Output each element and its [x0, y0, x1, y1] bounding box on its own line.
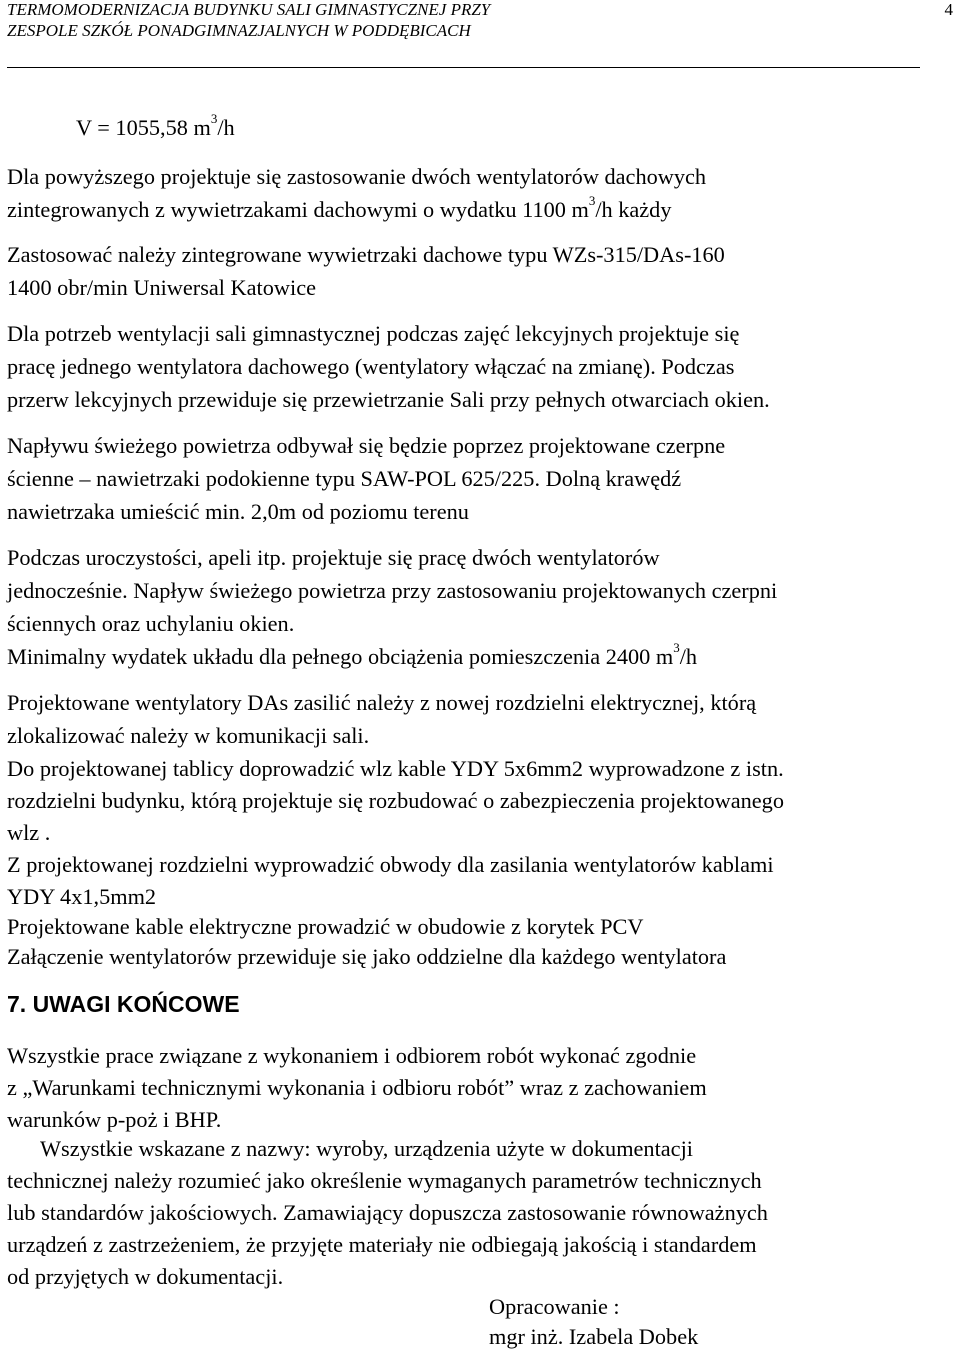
paragraph-line: Z projektowanej rozdzielni wyprowadzić obwody dla zasilania wentylatorów kablami	[7, 852, 774, 877]
paragraph-line: zlokalizować należy w komunikacji sali.	[7, 723, 370, 748]
header-divider	[7, 67, 920, 68]
paragraph-line: urządzeń z zastrzeżeniem, że przyjęte materiały nie odbiegają jakością i standardem	[7, 1232, 757, 1257]
running-header-line-2: ZESPOLE SZKÓŁ PONADGIMNAZJALNYCH W PODDĘBICACH	[7, 21, 471, 40]
paragraph-line: technicznej należy rozumieć jako określenie wymaganych parametrów technicznych	[7, 1168, 762, 1193]
signature-author: mgr inż. Izabela Dobek	[489, 1324, 699, 1349]
page-number: 4	[944, 0, 953, 19]
paragraph-line: Załączenie wentylatorów przewiduje się jako oddzielne dla każdego wentylatora	[7, 944, 727, 969]
paragraph-line: Wszystkie prace związane z wykonaniem i odbiorem robót wykonać zgodnie	[7, 1043, 697, 1068]
paragraph-line: pracę jednego wentylatora dachowego (wentylatory włączać na zmianę). Podczas	[7, 354, 735, 379]
paragraph-line: Zastosować należy zintegrowane wywietrzaki dachowe typu WZs-315/DAs-160	[7, 242, 725, 267]
paragraph-line: jednocześnie. Napływ świeżego powietrza przy zastosowaniu projektowanych czerpni	[7, 578, 778, 603]
running-header-line-1: TERMOMODERNIZACJA BUDYNKU SALI GIMNASTYCZNEJ PRZY	[7, 0, 491, 19]
section-heading: 7. UWAGI KOŃCOWE	[7, 991, 240, 1017]
paragraph-line: z „Warunkami technicznymi wykonania i odbioru robót” wraz z zachowaniem	[7, 1075, 707, 1100]
paragraph-line: Napływu świeżego powietrza odbywał się będzie poprzez projektowane czerpne	[7, 433, 726, 458]
paragraph-line: zintegrowanych z wywietrzakami dachowymi o wydatku 1100 $m^3/h$ każdy	[7, 193, 672, 222]
paragraph-line: ścienne – nawietrzaki podokienne typu SAW-POL 625/225. Dolną krawędź	[7, 466, 682, 491]
paragraph-line: YDY 4x1,5mm2	[7, 884, 157, 909]
paragraph-line: Minimalny wydatek układu dla pełnego obciążenia pomieszczenia 2400 $m^3/h$	[7, 640, 698, 669]
signature-label: Opracowanie :	[489, 1294, 620, 1319]
paragraph-line: warunków p-poż i BHP.	[7, 1107, 222, 1132]
paragraph-line: 1400 obr/min Uniwersal Katowice	[7, 275, 316, 300]
paragraph-line: ściennych oraz uchylaniu okien.	[7, 611, 295, 636]
paragraph-line: Projektowane wentylatory DAs zasilić należy z nowej rozdzielni elektrycznej, którą	[7, 690, 757, 715]
airflow-formula: V = 1055,58 $m^3/h$	[76, 111, 235, 140]
paragraph-line: wlz .	[7, 820, 51, 845]
paragraph-line: nawietrzaka umieścić min. 2,0m od poziomu terenu	[7, 499, 469, 524]
paragraph-line: Podczas uroczystości, apeli itp. projektuje się pracę dwóch wentylatorów	[7, 545, 660, 570]
paragraph-line: Dla potrzeb wentylacji sali gimnastycznej podczas zajęć lekcyjnych projektuje się	[7, 321, 740, 346]
paragraph-line: od przyjętych w dokumentacji.	[7, 1264, 284, 1289]
paragraph-line: Wszystkie wskazane z nazwy: wyroby, urządzenia użyte w dokumentacji	[40, 1136, 693, 1161]
paragraph-line: Projektowane kable elektryczne prowadzić w obudowie z korytek PCV	[7, 914, 644, 939]
paragraph-line: rozdzielni budynku, którą projektuje się rozbudować o zabezpieczenia projektowanego	[7, 788, 784, 813]
paragraph-line: przerw lekcyjnych przewiduje się przewietrzanie Sali przy pełnych otwarciach okien.	[7, 387, 770, 412]
paragraph-line: lub standardów jakościowych. Zamawiający dopuszcza zastosowanie równoważnych	[7, 1200, 768, 1225]
paragraph-line: Dla powyższego projektuje się zastosowanie dwóch wentylatorów dachowych	[7, 164, 707, 189]
paragraph-line: Do projektowanej tablicy doprowadzić wlz kable YDY 5x6mm2 wyprowadzone z istn.	[7, 756, 784, 781]
